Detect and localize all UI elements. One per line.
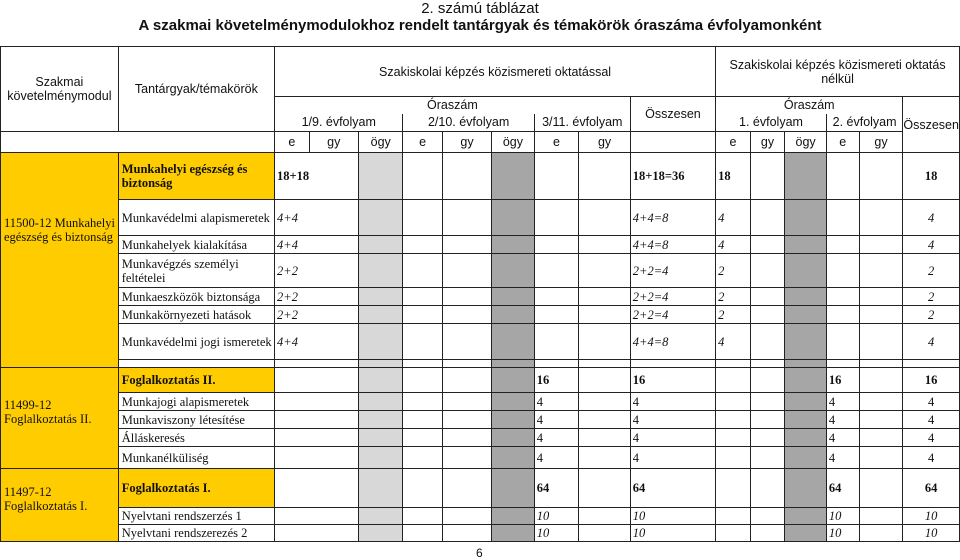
topic-name: Nyelvtani rendszerezés 2 <box>118 525 274 542</box>
topic-value-b: 2 <box>716 254 751 288</box>
topic-value-b: 4 <box>826 411 859 429</box>
topic-name: Munkavégzés személyi feltételei <box>118 254 274 288</box>
header-blank <box>1 132 275 153</box>
topic-total-b: 2 <box>903 254 960 288</box>
sub-e: e <box>275 132 310 153</box>
topic-total-b: 4 <box>903 236 960 254</box>
topic-total: 4 <box>630 411 715 429</box>
topic-name: Álláskeresés <box>118 429 274 447</box>
topic-total-b: 4 <box>903 200 960 236</box>
header-year-1: 1/9. évfolyam <box>275 114 403 132</box>
topic-value-b: 4 <box>716 324 751 360</box>
topic-total-b: 4 <box>903 393 960 411</box>
header-subject: Tantárgyak/témakörök <box>118 47 274 132</box>
topic-value: 4 <box>534 447 579 469</box>
topic-total-b: 10 <box>903 525 960 542</box>
topic-value: 2+2 <box>275 254 359 288</box>
topic-value-b: 10 <box>826 508 859 525</box>
sub-gy: gy <box>750 132 785 153</box>
subject-total: 64 <box>630 469 715 508</box>
subject-name: Foglalkoztatás II. <box>118 368 274 393</box>
topic-total-b: 4 <box>903 411 960 429</box>
topic-value: 4+4 <box>275 200 359 236</box>
topic-value-b: 2 <box>716 306 751 324</box>
topic-total: 4 <box>630 393 715 411</box>
topic-total: 10 <box>630 508 715 525</box>
topic-value-b: 10 <box>826 525 859 542</box>
topic-name: Munkavédelmi alapismeretek <box>118 200 274 236</box>
hours-table <box>0 46 960 542</box>
topic-value-b: 4 <box>716 200 751 236</box>
topic-name: Nyelvtani rendszerzés 1 <box>118 508 274 525</box>
topic-value: 4 <box>534 393 579 411</box>
topic-value: 10 <box>534 508 579 525</box>
topic-total: 4 <box>630 447 715 469</box>
topic-value-b: 4 <box>826 429 859 447</box>
subject-value: 16 <box>534 368 579 393</box>
subject-value: 18+18 <box>275 153 359 200</box>
sub-e: e <box>403 132 442 153</box>
header-year-b1: 1. évfolyam <box>716 114 827 132</box>
header-module: Szakmai követelménymodul <box>1 47 119 132</box>
topic-value-b: 4 <box>826 447 859 469</box>
header-year-2: 2/10. évfolyam <box>403 114 534 132</box>
page-number: 6 <box>476 546 483 560</box>
subject-value: 64 <box>534 469 579 508</box>
subject-name: Foglalkoztatás I. <box>118 469 274 508</box>
subject-total-b: 16 <box>903 368 960 393</box>
sub-ogy: ögy <box>492 132 535 153</box>
sub-e: e <box>826 132 859 153</box>
subject-total: 18+18=36 <box>630 153 715 200</box>
topic-value: 2+2 <box>275 288 359 306</box>
sub-e: e <box>716 132 751 153</box>
topic-name: Munkavédelmi jogi ismeretek <box>118 324 274 360</box>
module-cell: 11499-12 Foglalkoztatás II. <box>1 368 119 469</box>
header-year-b2: 2. évfolyam <box>826 114 902 132</box>
sub-gy: gy <box>859 132 903 153</box>
subject-total: 16 <box>630 368 715 393</box>
topic-total: 4 <box>630 429 715 447</box>
topic-name: Munkaeszközök biztonsága <box>118 288 274 306</box>
subject-total-b: 64 <box>903 469 960 508</box>
topic-total: 4+4=8 <box>630 200 715 236</box>
header-total-2: Összesen <box>903 97 960 153</box>
table-caption: 2. számú táblázat <box>421 0 539 17</box>
sub-e: e <box>534 132 579 153</box>
topic-value-b: 2 <box>716 288 751 306</box>
header-group-with-general: Szakiskolai képzés közismereti oktatással <box>275 47 716 97</box>
topic-value: 2+2 <box>275 306 359 324</box>
topic-total-b: 2 <box>903 306 960 324</box>
module-cell: 11497-12 Foglalkoztatás I. <box>1 469 119 542</box>
sub-gy: gy <box>579 132 630 153</box>
topic-name: Munkajogi alapismeretek <box>118 393 274 411</box>
topic-value: 4 <box>534 411 579 429</box>
topic-total-b: 4 <box>903 447 960 469</box>
subject-name: Munkahelyi egészség és biztonság <box>118 153 274 200</box>
topic-value: 4+4 <box>275 324 359 360</box>
topic-total: 2+2=4 <box>630 254 715 288</box>
header-group-without-general: Szakiskolai képzés közismereti oktatás nélkül <box>716 47 960 97</box>
topic-value: 4 <box>534 429 579 447</box>
subject-total-b: 18 <box>903 153 960 200</box>
subject-value-b: 16 <box>826 368 859 393</box>
topic-value-b: 4 <box>826 393 859 411</box>
topic-name: Munkahelyek kialakítása <box>118 236 274 254</box>
topic-value: 4+4 <box>275 236 359 254</box>
topic-value-b: 4 <box>716 236 751 254</box>
topic-total: 10 <box>630 525 715 542</box>
sub-blank <box>630 132 715 153</box>
header-hours: Óraszám <box>275 97 631 114</box>
header-hours-2: Óraszám <box>716 97 903 114</box>
topic-total-b: 2 <box>903 288 960 306</box>
topic-name: Munkaviszony létesítése <box>118 411 274 429</box>
table-title: A szakmai követelménymodulokhoz rendelt tantárgyak és témakörök óraszáma évfolyamonként <box>138 17 822 34</box>
topic-total-b: 4 <box>903 429 960 447</box>
topic-total: 4+4=8 <box>630 324 715 360</box>
module-cell: 11500-12 Munkahelyi egészség és biztonság <box>1 153 119 368</box>
header-total: Összesen <box>630 97 715 132</box>
sub-ogy: ögy <box>358 132 403 153</box>
sub-gy: gy <box>442 132 491 153</box>
topic-value: 10 <box>534 525 579 542</box>
subject-value-b: 64 <box>826 469 859 508</box>
header-year-3: 3/11. évfolyam <box>534 114 630 132</box>
sub-gy: gy <box>309 132 358 153</box>
topic-total-b: 10 <box>903 508 960 525</box>
topic-total: 2+2=4 <box>630 306 715 324</box>
topic-total: 4+4=8 <box>630 236 715 254</box>
topic-total-b: 4 <box>903 324 960 360</box>
topic-total: 2+2=4 <box>630 288 715 306</box>
subject-value-b: 18 <box>716 153 751 200</box>
sub-ogy: ögy <box>785 132 827 153</box>
topic-name: Munkanélküliség <box>118 447 274 469</box>
topic-name: Munkakörnyezeti hatások <box>118 306 274 324</box>
